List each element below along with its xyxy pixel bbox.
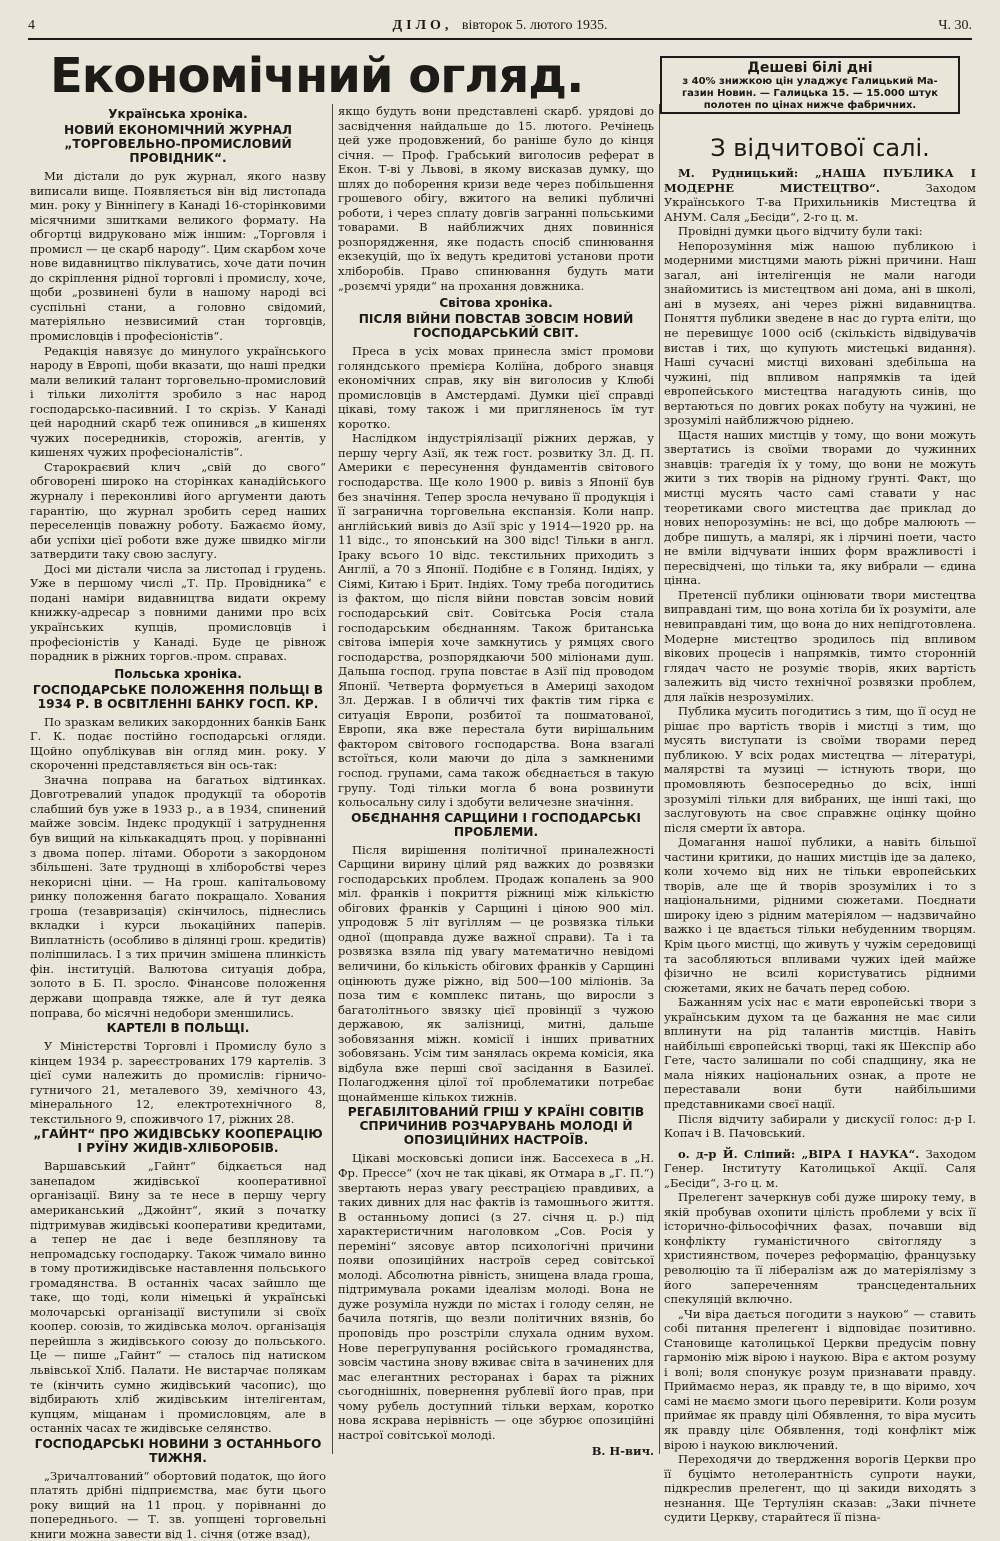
advertisement-box — [660, 56, 960, 114]
paragraph: Варшавський „Гайнт“ бідкається над занепадом жидівської кооперативної організації. Вину за те несе в першу чергу американський „Джойнт“, який з початку підтримував жидівські кооперативи кредитами, а тепер не дає і веде безплянову та непромадську господарку. Також чимало винно в тому протижидівське наставлення польського громадянства. В останніх часах зайшло ще таке, що тоді, коли німецькі й українські молочарські організації виступили зі своїх коопер. союзів, то жидівська молоч. організація перейшла з жидівського союзу до польського. Це — пише „Гайнт“ — сталось під натиском львівської Хліб. Палати. Не вистарчає полякам те (кінчить сумно жидівський часопис), що відбирають хліб жидівським інтелігентам, купцям, міщанам і промисловцям, але в останніх часах те жидівське селянство. — [30, 1159, 326, 1436]
ad-title: Дешеві білі дні — [747, 60, 873, 76]
rubric-world-chronicle: Світова хроніка. — [439, 296, 553, 311]
column-divider — [659, 104, 660, 1454]
paragraph: Публика мусить погодитись з тим, що її осуд не рішає про вартість творів і мистці з тим, що мусять виступати із своїми творами перед публикою. У всіх родах мистецтва — літературі, малярстві та музиці — істнують твори, що промовляють безпосередньо до всіх, інші зрозумілі тільки для вибраних, ще інші такі, що заслуговують на своє справжнє оцінку щойно після смерти їх автора. — [664, 704, 976, 835]
headline-haint: „ГАЙНТ“ ПРО ЖИДІВСЬКУ КООПЕРАЦІЮ І РУЇНУ ЖИДІВ-ХЛІБОРОБІВ. — [33, 1127, 323, 1156]
masthead-center — [28, 18, 972, 34]
paper-name: ДІЛО, — [392, 18, 453, 33]
column-middle — [338, 104, 654, 1460]
rubric-polish-chronicle: Польська хроніка. — [114, 666, 242, 681]
paragraph: „Чи віра дається погодити з наукою“ — ставить собі питання прелегент і відповідає позитивно. Становище католицької Церкви предусім повну гармонію між вірою і наукою. Віра є актом розуму і волі; воля спонукує розум признавати правду. Приймаємо нераз, як правду те, в що віримо, хоч самі не маємо змоги цього перевірити. Коли розум приймає як правду цілі Обявлення, то віра мусить як правду цілє Обявлення, тоді конфлікт між вірою і наукою виключений. — [664, 1306, 977, 1452]
paragraph: Цікаві московські дописи інж. Бассехеса в „Н. Фр. Прессе“ (хоч не так цікаві, як Отмара в „Г. П.“) звертають нераз увагу реєстрацією правдивих, а таких дивних для нас фактів із тамошнього життя. В останньому дописі (з 27. січня ц. р.) під характеристичним наголовком „Сов. Росія у переміні“ зясовує автор психологічні причини появи опозиційних настроїв серед совітської молоді. Абсолютна рівність, знищена влада гроша, підтримувала роками ідеалізм молоді. Вона не дуже розуміла нужди по містах і голоду селян, не бачила потягів, що везли політичних вязнів, бо проповідь про розстріли слухала одним вухом. Нове перегрупування російського громадянства, зовсім частина знову вживає світа в зачинених для мас елегантних ресторанах і барах та ріжних сьогоднішніх, повернення рублевії його прав, при чому рубель доступний тільки верхам, коротко нова яскрава нерівність — оце збурює опозиційні настрої совітської молоді. — [338, 1151, 654, 1442]
lecture-title-slipyi: о. д-р Й. Сліпий: „ВІРА І НАУКА“. — [678, 1146, 920, 1161]
column-right — [664, 130, 977, 1525]
paragraph: Бажанням усіх нас є мати европейські твори з українським духом та це бажання не має сили вплинути на рід талантів мистців. Навіть найбільші європейські творці, такі як Шекспір або Гете, часто залишали по собі спадщину, яка не мала ніяких національних ознак, а проте не переставали вони бути найбільшими представниками своєї нації. — [664, 995, 976, 1111]
paragraph: Преса в усіх мовах принесла зміст промови голяндського премієра Коліїна, доброго знавця економічних справ, яку він виголосив у Клюбі промисловців в Амстердамі. Думки цієї справді цікаві, тому також і ми пригляненось їм тут коротко. — [338, 344, 654, 431]
article-saar — [338, 843, 654, 1105]
masthead-rule — [28, 38, 972, 40]
headline-poland-economy: ГОСПОДАРСЬКЕ ПОЛОЖЕННЯ ПОЛЬЩІ В 1934 Р. В ОСВІТЛЕННІ БАНКУ ГОСП. КР. — [32, 682, 324, 711]
paragraph: Непорозуміння між нашою публикою і модерними мистцями мають ріжні причини. Наш загал, ані інтелігенція не мали нагоди знайомитись із мистецтвом ані дома, ані в школі, ані в музеях, ані через ріжні видавництва. Поняття публики зведене в нас до гурта еліти, що не перевищує 1000 осіб (скількість відвідувачів вистав і тих, що купують мистецькі видання). Наші сучасні мистці виховані здебільша на чужині, під впливом напрямків та ідей европейського мистецтва нагадують синів, що вертаються по довгих роках побуту на чужині, не зрозумілі найближчою ріднею. — [664, 238, 976, 428]
paragraph: Переходячи до твердження ворогів Церкви про її буцімто нетолерантність супроти науки, підкреслив прелегент, що ці закиди виходять з незнання. Ще Тертуліян сказав: „Заки пічнете судити Церкву, старайтеся її пізна- — [664, 1452, 976, 1525]
section-title: Економічний огляд. — [50, 48, 584, 104]
headline-new-journal: НОВИЙ ЕКОНОМІЧНИЙ ЖУРНАЛ „ТОРГОВЕЛЬНО-ПРОМИСЛОВИЙ ПРОВІДНИК“. — [63, 123, 293, 165]
paragraph: У Міністерстві Торговлі і Промислу було з кінцем 1934 р. зареєстрованих 179 картелів. З цієї суми належить до промислів: гірничо-гутничого 21, металевого 39, хемічного 43, мінерального 12, електротехнічного 8, текстильного 9, споживчого 17, ріжних 28. — [30, 1039, 326, 1126]
lecture-byline — [664, 1147, 976, 1191]
rubric-ukrainian-chronicle: Українська хроніка. — [108, 107, 248, 121]
article-poland-economy — [30, 715, 326, 1020]
ad-line: з 40% знижкою цін уладжує Галицький Ма- — [682, 76, 938, 87]
paragraph: Прелегент зачеркнув собі дуже широку тему, в якій пробував охопити цілість проблеми у всіх її історично-фільософічних фазах, почавши від конфлікту гуманістичного світогляду з християнством, почерез реформацію, французьку революцію та її лібералізм аж до матеріялізму з його запереченням трансцедентальних спекуляцій включно. — [664, 1190, 976, 1307]
paragraph: „Зричалтований“ обортовий податок, що його платять дрібні підприємства, має бути цього року вищий на 11 проц. у порівнанні до попереднього. — Т. зв. уопщені торговельні книги можна завести від 1. січня (отже взад), — [30, 1468, 326, 1541]
paragraph: Значна поправа на багатьох відтинках. Довготревалий упадок продукції та оборотів слабший був уже в 1933 р., а в 1934, спинений майже зовсім. Індекс продукції і затруднення був вищий на кількакадцять проц. у порівнанні з двома попер. літами. Обороти з закордоном збільшені. Зате труднощі в хліборобстві через некорисні ціни. — На грош. капітальовому ринку положення багато покращало. Хования гроша (тезавризація) скінчилось, піднеслись вкладки і курси льокаційних паперів. Виплатність (особливо в ділянці грош. кредитів) поліпшилась. І з тих причин змішена плинкість фін. інституцій. Валютова ситуація добра, золото в Б. П. зросло. Фінансове положення держави щоправда тяжке, але й тут деяка поправа, бо місячні недобори зменшились. — [30, 772, 326, 1020]
column-left — [30, 104, 326, 1541]
article-soviet-money — [338, 1151, 654, 1442]
headline-saar: ОБЄДНАННЯ САРЩИНИ І ГОСПОДАРСЬКІ ПРОБЛЕМИ. — [351, 810, 641, 839]
headline-soviet-money: РЕГАБІЛІТОВАНИЙ ГРІШ У КРАЇНІ СОВІТІВ СПРИЧИНИВ РОЗЧАРУВАНЬ МОЛОДІ Й ОПОЗИЦІЙНИХ НАСТРОЇВ. — [347, 1105, 645, 1148]
lecture-title-rudnytskyi: М. Рудницький: „НАША ПУБЛИКА І МОДЕРНЕ МИСТЕЦТВО“. — [664, 166, 976, 195]
article-new-journal — [30, 169, 326, 664]
page-number: 4 — [28, 18, 35, 33]
paragraph: Домагання нашої публики, а навіть більшої частини критики, до наших мистців іде за далеко, коли хочемо від них не тільки европейських творів, але ще й творів зрозумілих і то з національними, рідними сюжетами. Поєднати широку ідею з рідним матеріялом — надзвичайно важко і це вдається тільки небуденним творцям. Крім цього мистці, що живуть у чужім середовищі та засобляються впливами чужих ідей майже фізично не всилі користуватись рідними сюжетами, яких не бачать перед собою. — [664, 835, 976, 995]
paragraph: Після вирішення політичної приналежності Сарщини вирину цілий ряд важких до розвязки господарських проблем. Продаж копалень за 900 міл. франків і покриття ріжниці між кількістю обігових франків у Сарщині і ціною 900 міл. упродовж 5 літ вугіллям — це розвязка тільки одної (щоправда дуже важної справи). Та і та розвязка взяла під увагу математично невідомі величини, бо кількість обігових франків у Сарщині оцінюють дуже ріжно, від 500—100 міліонів. За поза тим є комплекс питань, що виросли з багатолітнього звязку цієї провінції з чужою державою, як залізниці, митні, дальше зобовязання міжн. комісії і інших приватних зобовязань. Усім тим занялась окрема комісія, яка відбула вже перші свої засідання в Базилеї. Полагодження цілої тої проблематики потребає щонайменше кількох тижнів. — [338, 842, 654, 1104]
article-signature: В. Н-вич. — [591, 1444, 654, 1459]
masthead — [28, 18, 972, 38]
article-new-economic-world — [338, 344, 654, 810]
ad-line: газин Новин. — Галицька 15. — 15.000 штук — [681, 88, 939, 99]
article-economic-news — [30, 1469, 326, 1541]
lecture-venue: Заходом Генер. Інституту Католицької Акції. Саля „Бесіди“, 3-го ц. м. — [664, 1146, 976, 1190]
paragraph: Ми дістали до рук журнал, якого назву виписали вище. Появляється він від листопада мин. року у Вінніпегу в Канаді 16-сторінковими місячними зшитками великого формату. На обгортці видруковано між іншим: „Торговля і промисл — це скарб народу“. Цим скарбом хоче нове видавництво піклуватись, хоче дати почин до скріплення рідної торговлі і промислу, хоче, щоби „розвинені були в нашому народі всі суспільні стани, а головно свідомий, матеріяльно незвисимий стан торговців, промисловців і професіоністів“. — [30, 169, 326, 344]
paragraph: Старокраєвий клич „свій до свого“ обговорені широко на сторінках канадійського журналу і переконливі його аргументи дають гарантію, що журнал зробить серед наших переселенців поважну роботу. Бажаємо йому, аби успіхи цієї роботи вже дуже швидко мігли затвердити таку свою заслугу. — [30, 459, 326, 562]
paragraph: Щастя наших мистців у тому, що вони можуть звертатись із своїми творами до чужинних знавців: трагедія їх у тому, що вони не можуть жити з тих творів на рідному ґрунті. Факт, що мистці мусять часто самі ставати у нас теоретиками свого мистецтва дає приклад до нових непорозумінь: не всі, що добре малюють — добре пишуть, а малярі, як і лірчині поети, часто не вміли відчувати інших форм вражливості і пересвідчені, що тільки та, яку вибрали — єдина цінна. — [664, 427, 976, 588]
article-cartels — [30, 1039, 326, 1126]
column-divider — [332, 104, 333, 1454]
article-haint — [30, 1159, 326, 1435]
lecture-reports — [664, 166, 976, 1525]
paragraph: Редакція навязує до минулого українського народу в Европі, щоби вказати, що наші предки мали великий талант торговельно-промисловий і тільки лихоліття зробило з нас народ господарсько-пасивний. І то скрізь. У Канаді цей народний скарб теж опинився „в кишенях чужих посередників, сторожів, агентів, у кишенях чужих професіоналістів“. — [30, 343, 326, 460]
paragraph: Досі ми дістали числа за листопад і грудень. Уже в першому числі „Т. Пр. Провідника“ є подані наміри видавництва видати окрему книжку-адресар з повними даними про всіх українських купців, промисловців і професіоністів у Канаді. Буде це рівнож порадник в ріжних торгов.-пром. справах. — [30, 561, 326, 664]
article-economic-news-continued — [338, 104, 654, 293]
paragraph: Претенсії публики оцінювати твори мистецтва виправдані тим, що вона хотіла би їх розуміти, але невиправдані тим, що вона до них непідготовлена. Модерне мистецтво зродилось під впливом вікових процесів і напрямків, тимто сторонній глядач часто не розуміє творів, яких вартість залежить від чисто технічної розвязки проблем, для лаїків незрозумілих. — [664, 587, 976, 704]
lecture-byline — [664, 166, 976, 224]
paragraph: Провідні думки цього відчиту були такі: — [678, 224, 923, 239]
paragraph: По зразкам великих закордонних банків Банк Г. К. подає постійно господарські огляди. Щойно опублікував він огляд мин. року. У скороченні представляється він ось-так: — [30, 714, 326, 773]
issue-date: вівторок 5. лютого 1935. — [461, 18, 608, 33]
paragraph: якщо будуть вони представлені скарб. урядові до засвідчення найдальше до 15. лютого. Речінець цей уже продовжений, бо раніше було до кінця січня. — Проф. Грабський виголосив реферат в Екон. Т-ві у Львові, в якому висказав думку, що шлях до поборення кризи веде через побільшення грошевого обігу, вжитого на великі публичні роботи, і через сплату довгів загранні польськими товарами. В найближчих днях повинніся розпорядження, яке подасть спосіб спинювання екзекуцій, що їх ведуть кредитові установи проти хліборобів. Право спинювання будуть мати „розємчі уряди“ на прохання довжника. — [338, 104, 654, 293]
headline-economic-news: ГОСПОДАРСЬКІ НОВИНИ З ОСТАННЬОГО ТИЖНЯ. — [34, 1436, 322, 1465]
lecture-venue: Заходом Українського Т-ва Прихильників Мистецтва й АНУМ. Саля „Бесіди“, 2-го ц. м. — [664, 180, 976, 224]
headline-new-economic-world: ПІСЛЯ ВІЙНИ ПОВСТАВ ЗОВСІМ НОВИЙ ГОСПОДАРСЬКИЙ СВІТ. — [358, 312, 634, 341]
lecture-hall-title: З відчитової салі. — [710, 134, 930, 162]
paragraph: Наслідком індустріялізації ріжних держав, у першу чергу Азії, як теж гост. розвитку Зл. Д. П. Америки є пересунення фундаментів світового господарства. Ще коло 1900 р. вивіз з Японії був без значіння. Тепер зросла нечувано її продукція і її загранична торговельна експанзія. Коли напр. англійський вивіз до Азії зріс у 1914—1920 рр. на 11 відс., то японський на 300 відс! Тільки в англ. Іраку всього 10 відс. текстильних приходить з Англії, а 70 з Японії. Подібне є в Голянд. Індіях, у Сіямі, Китаю і Брит. Індіях. Тому треба погодитись із фактом, що після війни повстав зовсім новий господарський світ. Совітська Росія стала господарським обєднанням. Також британська світова імперія хоче замкнутись у рямцях свого господарства, розпорядкаючи 500 міліонами душ. Дальша господ. група повстає в Азії під проводом Японії. Четверта формується в Америці заходом Зл. Держав. І в обличчі тих фактів тим гірка є ситуація Европи, розбитої та пошматованої, Европи, яка вже перестала бути вирішальним фактором світового господарства. Вона взагалі встоїться, коли маючи до діла з замкненими господ. групами, сама також обєднається в такую групу. Тоді тільки могла б вона розвинути кольосальну силу і здобути величезне значіння. — [338, 431, 654, 810]
ad-line: полотен по цінах нижче фабричних. — [703, 100, 917, 111]
issue-number: Ч. 30. — [938, 18, 972, 33]
paragraph: Після відчиту забирали у дискусії голос: д-р І. Копач і В. Пачовський. — [664, 1111, 976, 1141]
headline-cartels: КАРТЕЛІ В ПОЛЬЩІ. — [106, 1021, 250, 1036]
